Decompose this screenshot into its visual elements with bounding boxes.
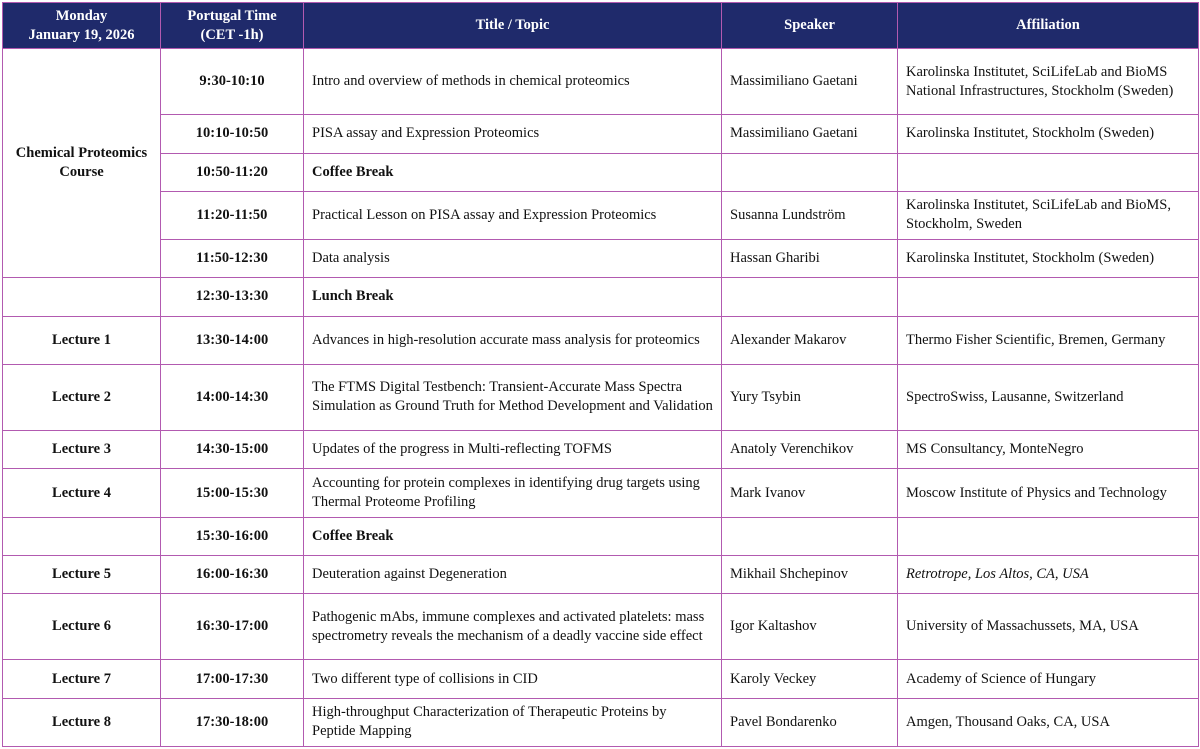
session-cell: Lecture 7	[3, 660, 161, 698]
affiliation-cell: SpectroSwiss, Lausanne, Switzerland	[898, 364, 1199, 430]
table-row	[3, 517, 1199, 555]
time-cell: 14:00-14:30	[161, 364, 304, 430]
speaker-cell: Alexander Makarov	[722, 316, 898, 364]
affiliation-cell: Karolinska Institutet, SciLifeLab and BioMS, Stockholm, Sweden	[898, 191, 1199, 239]
header-time-line2: (CET -1h)	[200, 26, 264, 43]
title-cell: Practical Lesson on PISA assay and Expression Proteomics	[304, 191, 722, 239]
speaker-cell	[722, 517, 898, 555]
title-cell: High-throughput Characterization of Therapeutic Proteins by Peptide Mapping	[304, 698, 722, 746]
session-cell: Lecture 3	[3, 431, 161, 469]
title-cell: PISA assay and Expression Proteomics	[304, 115, 722, 153]
time-cell: 15:00-15:30	[161, 469, 304, 517]
table-row	[3, 153, 1199, 191]
table-row	[3, 469, 1199, 517]
table-row	[3, 594, 1199, 660]
title-cell: Intro and overview of methods in chemical proteomics	[304, 49, 722, 115]
table-row	[3, 555, 1199, 593]
speaker-cell: Mikhail Shchepinov	[722, 555, 898, 593]
title-cell: Updates of the progress in Multi-reflecting TOFMS	[304, 431, 722, 469]
speaker-cell: Massimiliano Gaetani	[722, 115, 898, 153]
affiliation-cell: Thermo Fisher Scientific, Bremen, Germany	[898, 316, 1199, 364]
table-row	[3, 660, 1199, 698]
time-cell: 12:30-13:30	[161, 278, 304, 316]
time-cell: 15:30-16:00	[161, 517, 304, 555]
table-row	[3, 240, 1199, 278]
table-row	[3, 278, 1199, 316]
time-cell: 13:30-14:00	[161, 316, 304, 364]
header-day-line2: January 19, 2026	[28, 26, 135, 43]
session-cell: Lecture 6	[3, 594, 161, 660]
table-row	[3, 431, 1199, 469]
session-cell: Lecture 2	[3, 364, 161, 430]
time-cell: 14:30-15:00	[161, 431, 304, 469]
affiliation-cell: Karolinska Institutet, Stockholm (Sweden)	[898, 240, 1199, 278]
speaker-cell: Susanna Lundström	[722, 191, 898, 239]
speaker-cell	[722, 153, 898, 191]
session-cell: Lecture 8	[3, 698, 161, 746]
header-day-line1: Monday	[55, 7, 108, 24]
table-row	[3, 191, 1199, 239]
affiliation-cell: Retrotrope, Los Altos, CA, USA	[898, 555, 1199, 593]
table-row	[3, 316, 1199, 364]
session-cell: Lecture 5	[3, 555, 161, 593]
affiliation-cell: University of Massachussets, MA, USA	[898, 594, 1199, 660]
break-title-cell: Lunch Break	[304, 278, 722, 316]
session-cell-course: Chemical Proteomics Course	[3, 49, 161, 278]
affiliation-cell: Karolinska Institutet, Stockholm (Sweden)	[898, 115, 1199, 153]
table-row	[3, 49, 1199, 115]
table-row	[3, 364, 1199, 430]
time-cell: 9:30-10:10	[161, 49, 304, 115]
break-title-cell: Coffee Break	[304, 517, 722, 555]
title-cell: Deuteration against Degeneration	[304, 555, 722, 593]
time-cell: 17:30-18:00	[161, 698, 304, 746]
time-cell: 11:50-12:30	[161, 240, 304, 278]
time-cell: 10:10-10:50	[161, 115, 304, 153]
title-cell: Advances in high-resolution accurate mass analysis for proteomics	[304, 316, 722, 364]
table-row	[3, 115, 1199, 153]
session-cell	[3, 517, 161, 555]
speaker-cell: Massimiliano Gaetani	[722, 49, 898, 115]
header-time-line1: Portugal Time	[187, 7, 277, 24]
affiliation-cell	[898, 278, 1199, 316]
affiliation-cell: Moscow Institute of Physics and Technology	[898, 469, 1199, 517]
speaker-cell: Pavel Bondarenko	[722, 698, 898, 746]
schedule-table	[2, 2, 1199, 747]
title-cell: Two different type of collisions in CID	[304, 660, 722, 698]
affiliation-cell	[898, 517, 1199, 555]
speaker-cell: Yury Tsybin	[722, 364, 898, 430]
session-cell	[3, 278, 161, 316]
affiliation-cell	[898, 153, 1199, 191]
time-cell: 11:20-11:50	[161, 191, 304, 239]
session-cell: Lecture 1	[3, 316, 161, 364]
title-cell: Data analysis	[304, 240, 722, 278]
speaker-cell: Karoly Veckey	[722, 660, 898, 698]
affiliation-cell: MS Consultancy, MonteNegro	[898, 431, 1199, 469]
speaker-cell: Hassan Gharibi	[722, 240, 898, 278]
speaker-cell	[722, 278, 898, 316]
title-cell: The FTMS Digital Testbench: Transient-Accurate Mass Spectra Simulation as Ground Truth for Method Development and Validation	[304, 364, 722, 430]
title-cell: Accounting for protein complexes in identifying drug targets using Thermal Proteome Profiling	[304, 469, 722, 517]
speaker-cell: Mark Ivanov	[722, 469, 898, 517]
header-speaker: Speaker	[722, 3, 898, 49]
affiliation-cell: Academy of Science of Hungary	[898, 660, 1199, 698]
time-cell: 16:30-17:00	[161, 594, 304, 660]
session-cell: Lecture 4	[3, 469, 161, 517]
header-row	[3, 3, 1199, 49]
header-affiliation: Affiliation	[898, 3, 1199, 49]
header-day	[3, 3, 161, 49]
table-row	[3, 698, 1199, 746]
affiliation-cell: Amgen, Thousand Oaks, CA, USA	[898, 698, 1199, 746]
header-title: Title / Topic	[304, 3, 722, 49]
speaker-cell: Anatoly Verenchikov	[722, 431, 898, 469]
speaker-cell: Igor Kaltashov	[722, 594, 898, 660]
header-time	[161, 3, 304, 49]
time-cell: 10:50-11:20	[161, 153, 304, 191]
time-cell: 16:00-16:30	[161, 555, 304, 593]
break-title-cell: Coffee Break	[304, 153, 722, 191]
time-cell: 17:00-17:30	[161, 660, 304, 698]
affiliation-cell: Karolinska Institutet, SciLifeLab and BioMS National Infrastructures, Stockholm (Sweden)	[898, 49, 1199, 115]
title-cell: Pathogenic mAbs, immune complexes and activated platelets: mass spectrometry reveals the mechanism of a deadly vaccine side effect	[304, 594, 722, 660]
